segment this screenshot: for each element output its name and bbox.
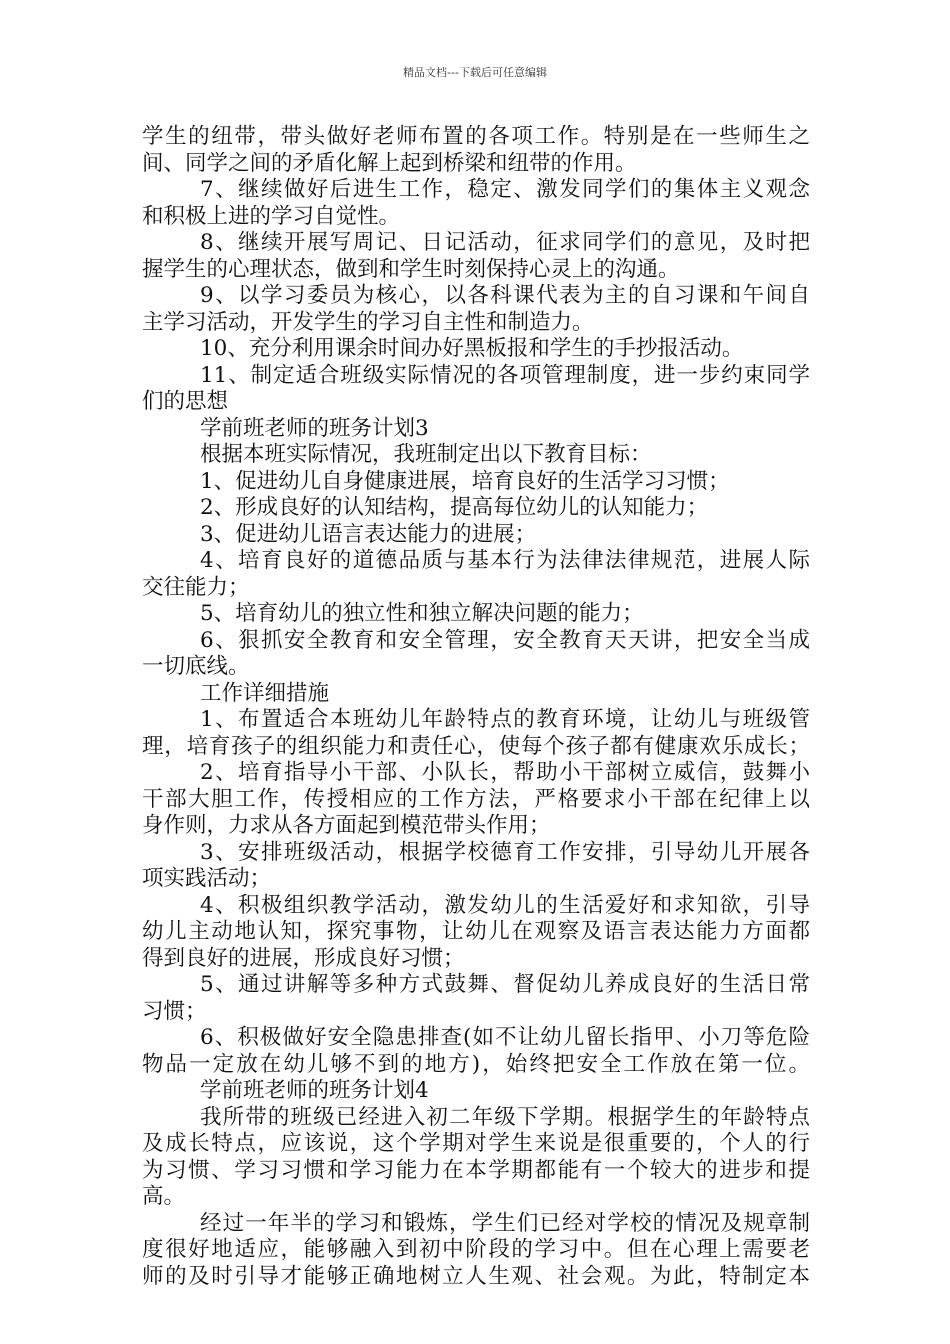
text-line: 得到良好的进展，形成良好习惯； [142,945,465,971]
text-line: 交往能力； [142,574,250,600]
text-line: 9、以学习委员为核心，以各科课代表为主的自习课和午间自 [200,283,810,308]
text-line: 物品一定放在幼儿够不到的地方)，始终把安全工作放在第一位。 [142,1051,810,1077]
text-line: 2、形成良好的认知结构，提高每位幼儿的认知能力； [200,495,709,520]
text-line: 5、培育幼儿的独立性和独立解决问题的能力； [200,601,644,626]
text-line: 学生的纽带，带头做好老师布置的各项工作。特别是在一些师生之 [142,124,810,149]
text-line: 和积极上进的学习自觉性。 [142,203,401,229]
text-line: 工作详细措施 [200,680,330,706]
text-line: 为习惯、学习习惯和学习能力在本学期都能有一个较大的进步和提 [142,1157,810,1183]
page-header: 精品文档---下载后可任意编辑 [403,66,547,79]
text-line: 干部大胆工作，传授相应的工作方法，严格要求小干部在纪律上以 [142,786,810,812]
text-line: 根据本班实际情况，我班制定出以下教育目标： [200,442,652,467]
text-line: 度很好地适应，能够融入到初中阶段的学习中。但在心理上需要老 [142,1237,810,1262]
text-line: 项实践活动； [142,866,272,891]
text-line: 主学习活动，开发学生的学习自主性和制造力。 [142,309,594,335]
text-line: 学前班老师的班务计划4 [200,1078,429,1103]
text-line: 习惯； [142,998,207,1024]
text-line: 10、充分利用课余时间办好黑板报和学生的手抄报活动。 [200,336,744,361]
text-line: 及成长特点，应该说，这个学期对学生来说是很重要的，个人的行 [142,1131,810,1156]
text-line: 们的思想 [142,389,229,414]
text-line: 5、通过讲解等多种方式鼓舞、督促幼儿养成良好的生活日常 [200,972,810,997]
text-line: 师的及时引导才能够正确地树立人生观、社会观。为此，特制定本 [142,1263,810,1289]
text-line: 身作则，力求从各方面起到模范带头作用； [142,813,551,838]
text-line: 理，培育孩子的组织能力和责任心，使每个孩子都有健康欢乐成长； [142,733,810,759]
text-line: 4、积极组织教学活动，激发幼儿的生活爱好和求知欲，引导 [200,892,810,918]
text-line: 一切底线。 [142,654,250,679]
text-line: 2、培育指导小干部、小队长，帮助小干部树立威信，鼓舞小 [200,760,810,785]
text-line: 3、安排班级活动，根据学校德育工作安排，引导幼儿开展各 [200,839,810,865]
text-line: 3、促进幼儿语言表达能力的进展； [200,521,537,547]
text-line: 8、继续开展写周记、日记活动，征求同学们的意见，及时把 [200,230,810,255]
text-line: 我所带的班级已经进入初二年级下学期。根据学生的年龄特点 [200,1104,810,1130]
text-line: 7、继续做好后进生工作，稳定、激发同学们的集体主义观念 [200,177,810,202]
text-line: 间、同学之间的矛盾化解上起到桥梁和纽带的作用。 [142,150,637,176]
text-line: 握学生的心理状态，做到和学生时刻保持心灵上的沟通。 [142,256,680,282]
text-line: 经过一年半的学习和锻炼，学生们已经对学校的情况及规章制 [200,1210,810,1236]
document-body [142,124,810,1290]
text-line: 11、制定适合班级实际情况的各项管理制度，进一步约束同学 [200,362,810,388]
text-line: 1、布置适合本班幼儿年龄特点的教育环境，让幼儿与班级管 [200,707,810,732]
text-line: 6、狠抓安全教育和安全管理，安全教育天天讲，把安全当成 [200,627,810,653]
text-line: 学前班老师的班务计划3 [200,415,429,441]
text-line: 4、培育良好的道德品质与基本行为法律法律规范，进展人际 [200,548,810,573]
text-line: 高。 [142,1184,186,1209]
text-line: 1、促进幼儿自身健康进展，培育良好的生活学习习惯； [200,468,730,494]
text-line: 幼儿主动地认知，探究事物，让幼儿在观察及语言表达能力方面都 [142,919,810,944]
text-line: 6、积极做好安全隐患排查(如不让幼儿留长指甲、小刀等危险 [200,1025,810,1050]
